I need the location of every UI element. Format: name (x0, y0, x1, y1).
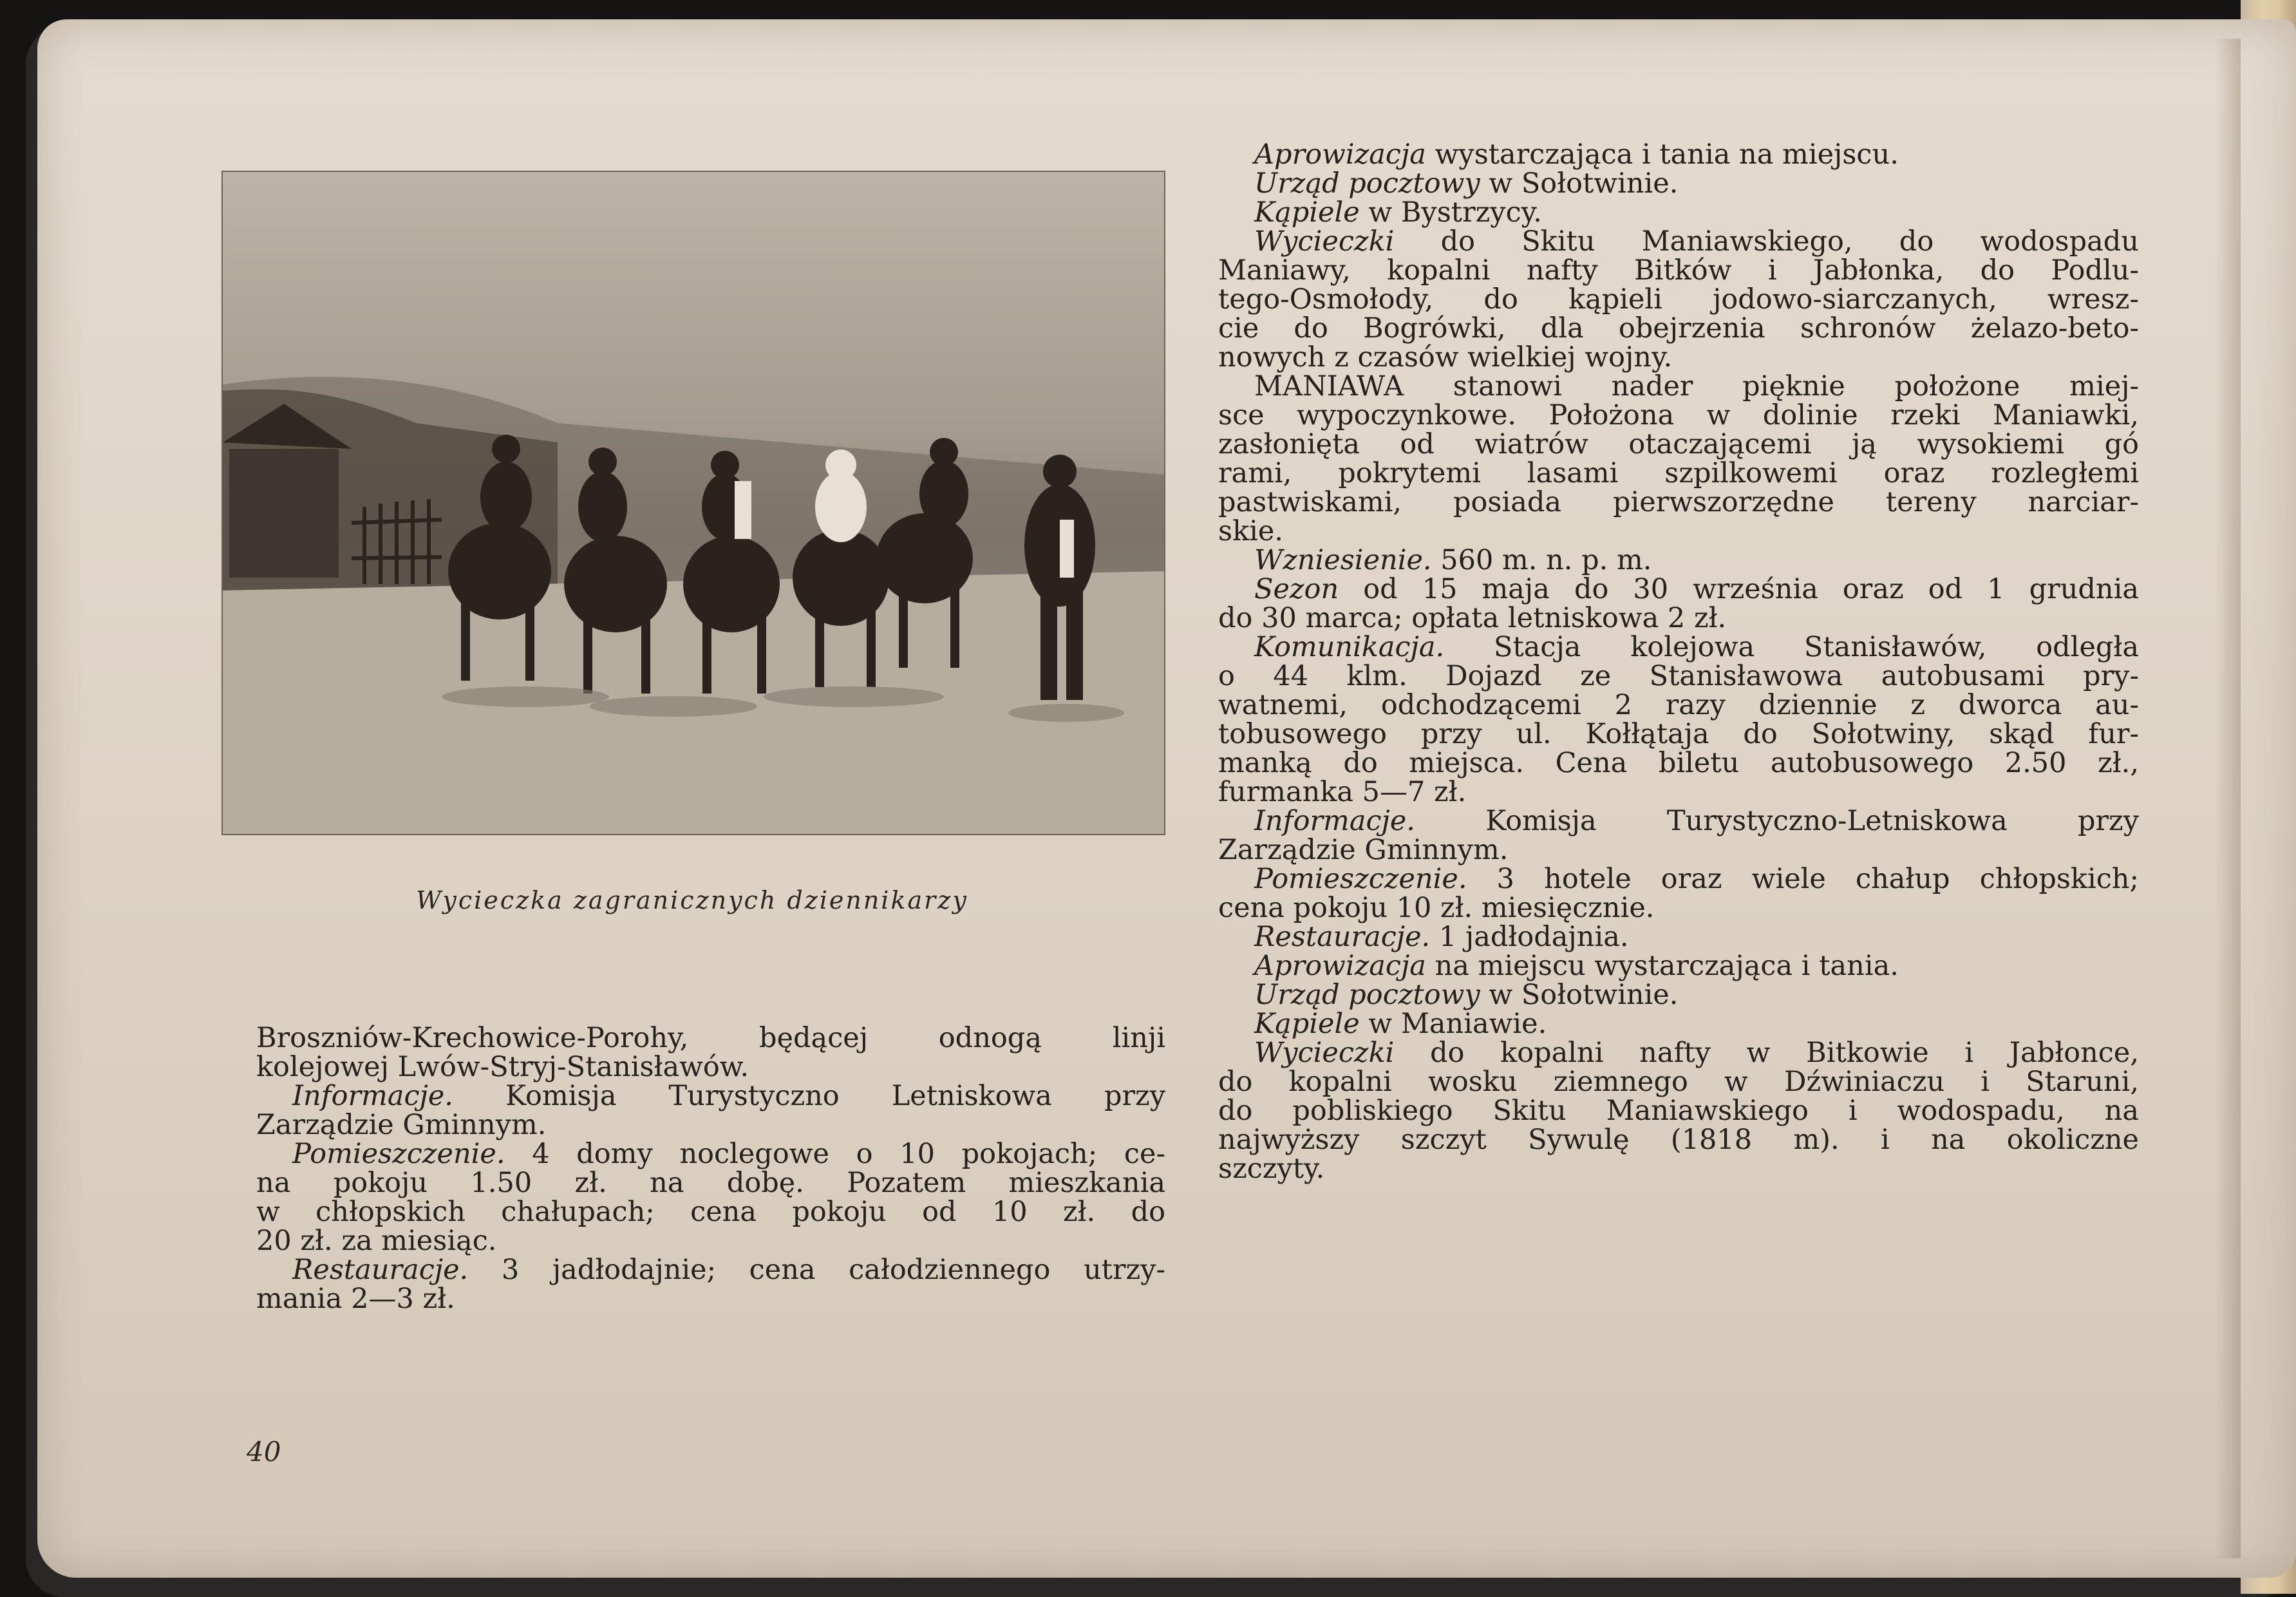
line-label: Pomieszczenie. (292, 1138, 505, 1170)
text-line: furmanka 5—7 zł. (1218, 776, 1467, 808)
text-line: Aprowizacja wystarczająca i tania na miejscu. (1254, 138, 1899, 171)
text-line: Sezon od 15 maja do 30 września oraz od 1 grudnia (1254, 573, 2139, 605)
text-line: na pokoju 1.50 zł. na dobę. Pozatem mieszkania (256, 1167, 1165, 1199)
text-line: Restauracje. 3 jadłodajnie; cena całodziennego utrzy- (292, 1254, 1165, 1286)
text-line: Broszniów-Krechowice-Porohy, będącej odnogą linji (256, 1022, 1165, 1054)
photograph (221, 171, 1165, 835)
text-line: Zarządzie Gminnym. (1218, 834, 1509, 866)
photo-riders-illustration (223, 172, 1164, 834)
text-line: cie do Bogrówki, dla obejrzenia schronów żelazo-beto- (1218, 312, 2139, 345)
page-edge (2215, 39, 2241, 1558)
line-label: Wycieczki (1254, 1037, 1395, 1069)
text-line: w chłopskich chałupach; cena pokoju od 10 zł. do (256, 1196, 1165, 1228)
text-line: Pomieszczenie. 4 domy noclegowe o 10 pokojach; ce- (292, 1138, 1165, 1170)
line-label: Komunikacja. (1254, 631, 1445, 663)
line-label: Wzniesienie. (1254, 544, 1432, 576)
text-line: skie. (1218, 515, 1283, 547)
text-line: do pobliskiego Skitu Maniawskiego i wodospadu, na (1218, 1095, 2139, 1127)
line-label: Kąpiele (1254, 1008, 1360, 1040)
line-label: Urząd pocztowy (1254, 167, 1480, 200)
text-line: tobusowego przy ul. Kołłątaja do Sołotwiny, skąd fur- (1218, 718, 2139, 750)
text-line: Wzniesienie. 560 m. n. p. m. (1254, 544, 1652, 576)
text-line: Urząd pocztowy w Sołotwinie. (1254, 979, 1679, 1011)
line-label: Informacje. (1254, 805, 1415, 837)
line-label: Aprowizacja (1254, 950, 1426, 982)
left-column-text (256, 1024, 1165, 1314)
text-line: Pomieszczenie. 3 hotele oraz wiele chałup chłopskich; (1254, 863, 2139, 895)
photo-caption: Wycieczka zagranicznych dziennikarzy (416, 886, 968, 914)
line-label: Sezon (1254, 573, 1339, 605)
text-line: Restauracje. 1 jadłodajnia. (1254, 921, 1629, 953)
line-label: Wycieczki (1254, 225, 1395, 258)
text-line: Wycieczki do Skitu Maniawskiego, do wodospadu (1254, 225, 2139, 258)
text-line: do kopalni wosku ziemnego w Dźwiniaczu i Staruni, (1218, 1066, 2139, 1098)
text-line: watnemi, odchodzącemi 2 razy dziennie z dworca au- (1218, 689, 2139, 721)
text-line: MANIAWA stanowi nader pięknie położone miej- (1254, 370, 2139, 402)
line-label: Restauracje. (292, 1254, 469, 1286)
text-line: o 44 klm. Dojazd ze Stanisławowa autobusami pry- (1218, 660, 2139, 692)
text-line: Zarządzie Gminnym. (256, 1109, 547, 1141)
text-line: Maniawy, kopalni nafty Bitków i Jabłonka, do Podlu- (1218, 254, 2139, 287)
text-line: 20 zł. za miesiąc. (256, 1225, 497, 1257)
text-line: Informacje. Komisja Turystyczno Letniskowa przy (292, 1080, 1165, 1112)
line-label: Kąpiele (1254, 196, 1360, 229)
text-line: Informacje. Komisja Turystyczno-Letniskowa przy (1254, 805, 2139, 837)
text-line: szczyty. (1218, 1153, 1325, 1185)
text-line: do 30 marca; opłata letniskowa 2 zł. (1218, 602, 1727, 634)
line-label: Aprowizacja (1254, 138, 1426, 171)
text-line: Komunikacja. Stacja kolejowa Stanisławów, odległa (1254, 631, 2139, 663)
text-line: Kąpiele w Maniawie. (1254, 1008, 1547, 1040)
text-line: tego-Osmołody, do kąpieli jodowo-siarczanych, wresz- (1218, 283, 2139, 316)
text-line: kolejowej Lwów-Stryj-Stanisławów. (256, 1051, 749, 1083)
line-label: Informacje. (292, 1080, 453, 1112)
page-number: 40 (247, 1436, 281, 1468)
line-label: Restauracje. (1254, 921, 1431, 953)
text-line: manką do miejsca. Cena biletu autobusowego 2.50 zł., (1218, 747, 2139, 779)
text-line: Aprowizacja na miejscu wystarczająca i tania. (1254, 950, 1899, 982)
text-line: rami, pokrytemi lasami szpilkowemi oraz rozległemi (1218, 457, 2139, 489)
text-line: pastwiskami, posiada pierwszorzędne tereny narciar- (1218, 486, 2139, 518)
text-line: Kąpiele w Bystrzycy. (1254, 196, 1542, 229)
text-line: Urząd pocztowy w Sołotwinie. (1254, 167, 1679, 200)
text-line: mania 2—3 zł. (256, 1283, 455, 1315)
text-line: nowych z czasów wielkiej wojny. (1218, 341, 1673, 373)
text-line: sce wypoczynkowe. Położona w dolinie rzeki Maniawki, (1218, 399, 2139, 431)
text-line: Wycieczki do kopalni nafty w Bitkowie i Jabłonce, (1254, 1037, 2139, 1069)
line-label: Pomieszczenie. (1254, 863, 1467, 895)
line-label: Urząd pocztowy (1254, 979, 1480, 1011)
text-line: cena pokoju 10 zł. miesięcznie. (1218, 892, 1655, 924)
text-line: zasłonięta od wiatrów otaczającemi ją wysokiemi gó (1218, 428, 2139, 460)
right-column-text (1218, 140, 2139, 1184)
text-line: najwyższy szczyt Sywulę (1818 m). i na okoliczne (1218, 1124, 2139, 1156)
